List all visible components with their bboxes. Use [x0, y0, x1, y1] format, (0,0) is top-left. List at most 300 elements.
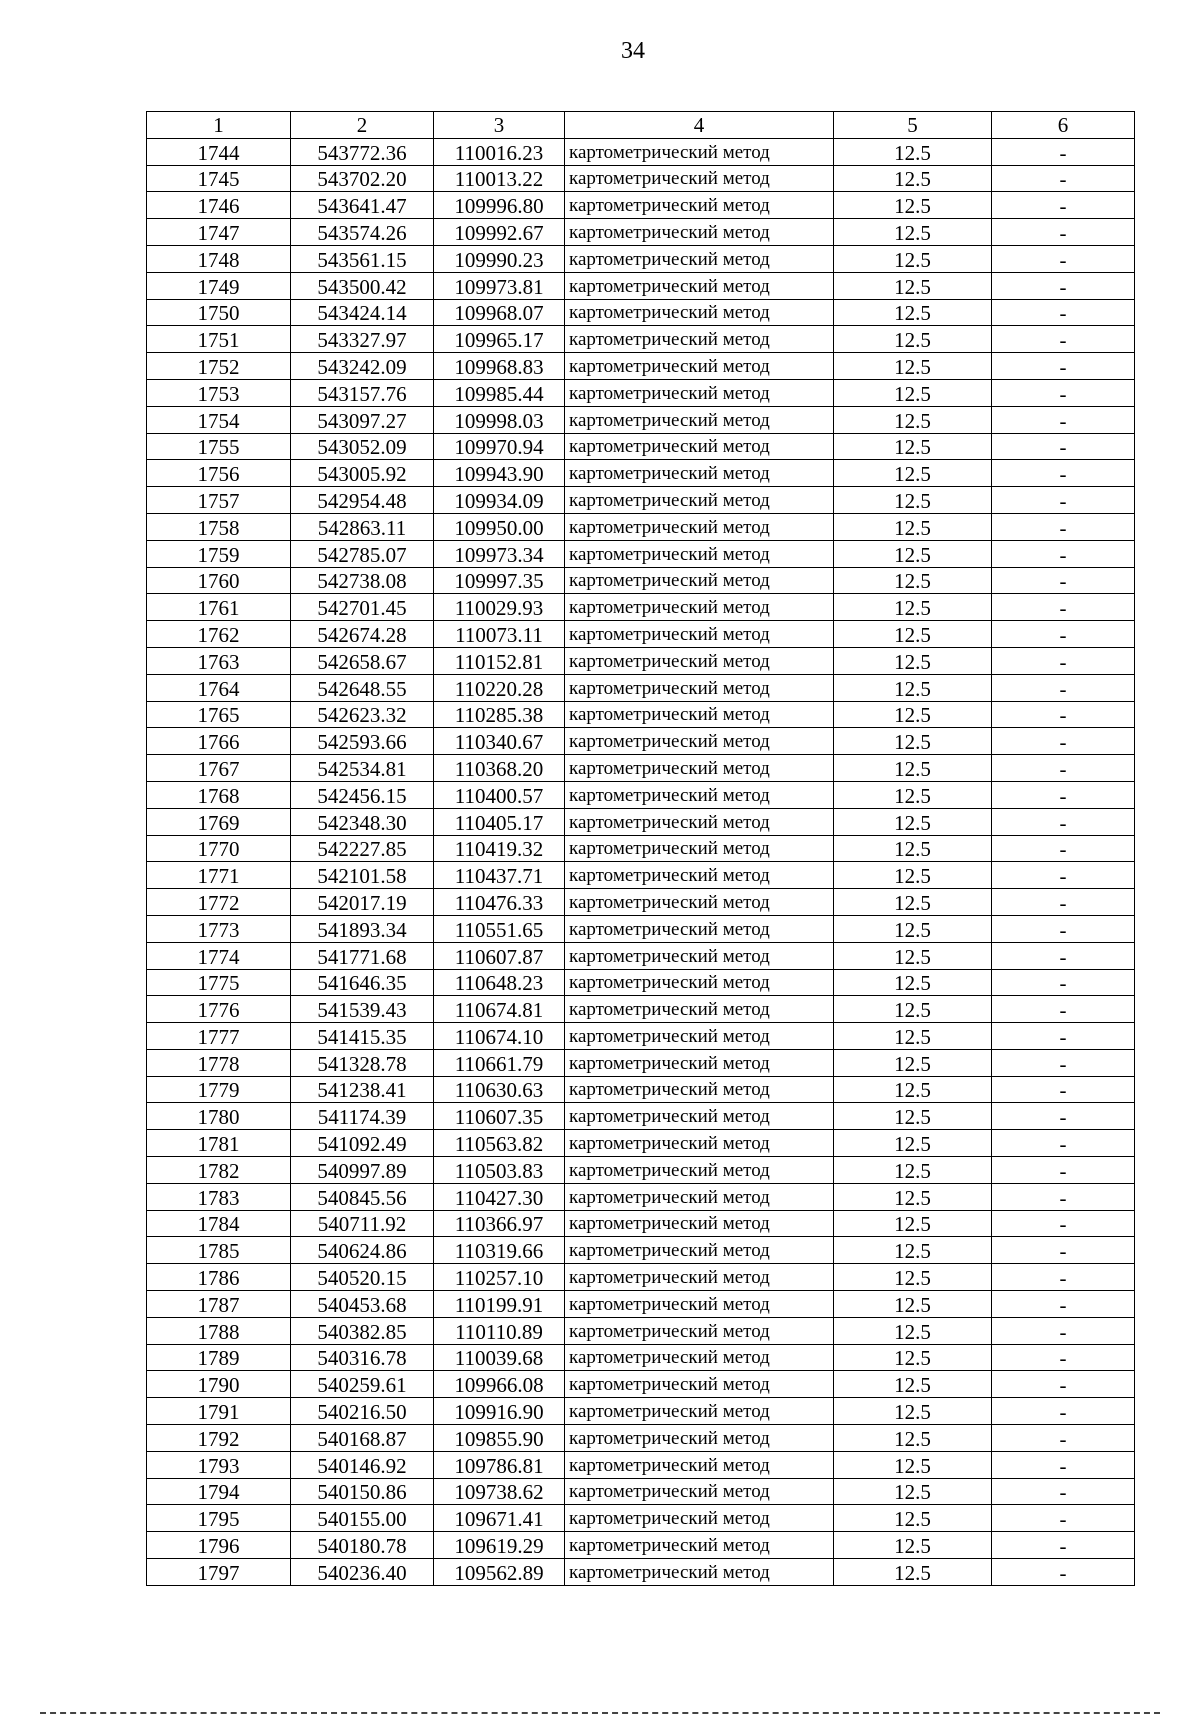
point-number-cell: 1753	[147, 379, 291, 406]
precision-cell: 12.5	[834, 165, 992, 192]
table-row	[147, 996, 1135, 1023]
precision-cell: 12.5	[834, 621, 992, 648]
x-coordinate-cell: 543097.27	[291, 406, 434, 433]
point-number-cell: 1747	[147, 219, 291, 246]
y-coordinate-cell: 110257.10	[434, 1264, 565, 1291]
column-header-5: 5	[834, 112, 992, 139]
note-cell: -	[992, 353, 1135, 380]
note-cell: -	[992, 862, 1135, 889]
table-row	[147, 1451, 1135, 1478]
x-coordinate-cell: 542863.11	[291, 513, 434, 540]
precision-cell: 12.5	[834, 406, 992, 433]
y-coordinate-cell: 109671.41	[434, 1505, 565, 1532]
method-cell: картометрический метод	[565, 379, 834, 406]
precision-cell: 12.5	[834, 1425, 992, 1452]
x-coordinate-cell: 541092.49	[291, 1130, 434, 1157]
table-row	[147, 1210, 1135, 1237]
table-row	[147, 1425, 1135, 1452]
precision-cell: 12.5	[834, 1478, 992, 1505]
point-number-cell: 1752	[147, 353, 291, 380]
y-coordinate-cell: 109855.90	[434, 1425, 565, 1452]
y-coordinate-cell: 110674.81	[434, 996, 565, 1023]
x-coordinate-cell: 542701.45	[291, 594, 434, 621]
note-cell: -	[992, 755, 1135, 782]
table-row	[147, 1398, 1135, 1425]
note-cell: -	[992, 969, 1135, 996]
note-cell: -	[992, 915, 1135, 942]
method-cell: картометрический метод	[565, 1023, 834, 1050]
point-number-cell: 1758	[147, 513, 291, 540]
point-number-cell: 1746	[147, 192, 291, 219]
y-coordinate-cell: 109965.17	[434, 326, 565, 353]
point-number-cell: 1751	[147, 326, 291, 353]
note-cell: -	[992, 728, 1135, 755]
note-cell: -	[992, 1237, 1135, 1264]
method-cell: картометрический метод	[565, 1049, 834, 1076]
note-cell: -	[992, 433, 1135, 460]
y-coordinate-cell: 110285.38	[434, 701, 565, 728]
method-cell: картометрический метод	[565, 1559, 834, 1586]
precision-cell: 12.5	[834, 1157, 992, 1184]
x-coordinate-cell: 540711.92	[291, 1210, 434, 1237]
table-row	[147, 1344, 1135, 1371]
note-cell: -	[992, 701, 1135, 728]
table-row	[147, 969, 1135, 996]
note-cell: -	[992, 1130, 1135, 1157]
note-cell: -	[992, 567, 1135, 594]
x-coordinate-cell: 540453.68	[291, 1291, 434, 1318]
table-row	[147, 379, 1135, 406]
y-coordinate-cell: 109786.81	[434, 1451, 565, 1478]
method-cell: картометрический метод	[565, 433, 834, 460]
precision-cell: 12.5	[834, 460, 992, 487]
method-cell: картометрический метод	[565, 701, 834, 728]
note-cell: -	[992, 406, 1135, 433]
x-coordinate-cell: 541771.68	[291, 942, 434, 969]
y-coordinate-cell: 110607.35	[434, 1103, 565, 1130]
x-coordinate-cell: 542785.07	[291, 540, 434, 567]
method-cell: картометрический метод	[565, 219, 834, 246]
precision-cell: 12.5	[834, 1049, 992, 1076]
table-row	[147, 1478, 1135, 1505]
note-cell: -	[992, 138, 1135, 165]
x-coordinate-cell: 543327.97	[291, 326, 434, 353]
note-cell: -	[992, 1559, 1135, 1586]
note-cell: -	[992, 1076, 1135, 1103]
precision-cell: 12.5	[834, 701, 992, 728]
y-coordinate-cell: 110437.71	[434, 862, 565, 889]
page-number: 34	[621, 38, 645, 64]
precision-cell: 12.5	[834, 1317, 992, 1344]
y-coordinate-cell: 109934.09	[434, 487, 565, 514]
table-row	[147, 728, 1135, 755]
table-row	[147, 299, 1135, 326]
method-cell: картометрический метод	[565, 1183, 834, 1210]
y-coordinate-cell: 110427.30	[434, 1183, 565, 1210]
x-coordinate-cell: 543574.26	[291, 219, 434, 246]
x-coordinate-cell: 541893.34	[291, 915, 434, 942]
note-cell: -	[992, 1344, 1135, 1371]
method-cell: картометрический метод	[565, 1317, 834, 1344]
y-coordinate-cell: 110648.23	[434, 969, 565, 996]
table-row	[147, 674, 1135, 701]
precision-cell: 12.5	[834, 1532, 992, 1559]
precision-cell: 12.5	[834, 272, 992, 299]
point-number-cell: 1769	[147, 808, 291, 835]
point-number-cell: 1781	[147, 1130, 291, 1157]
table-row	[147, 915, 1135, 942]
method-cell: картометрический метод	[565, 138, 834, 165]
x-coordinate-cell: 541415.35	[291, 1023, 434, 1050]
point-number-cell: 1748	[147, 245, 291, 272]
precision-cell: 12.5	[834, 245, 992, 272]
point-number-cell: 1775	[147, 969, 291, 996]
note-cell: -	[992, 1183, 1135, 1210]
note-cell: -	[992, 808, 1135, 835]
method-cell: картометрический метод	[565, 165, 834, 192]
point-number-cell: 1788	[147, 1317, 291, 1344]
point-number-cell: 1795	[147, 1505, 291, 1532]
x-coordinate-cell: 540845.56	[291, 1183, 434, 1210]
precision-cell: 12.5	[834, 1344, 992, 1371]
note-cell: -	[992, 1371, 1135, 1398]
y-coordinate-cell: 109562.89	[434, 1559, 565, 1586]
x-coordinate-cell: 542101.58	[291, 862, 434, 889]
x-coordinate-cell: 540146.92	[291, 1451, 434, 1478]
table-row	[147, 701, 1135, 728]
x-coordinate-cell: 540316.78	[291, 1344, 434, 1371]
x-coordinate-cell: 541646.35	[291, 969, 434, 996]
precision-cell: 12.5	[834, 1130, 992, 1157]
point-number-cell: 1778	[147, 1049, 291, 1076]
method-cell: картометрический метод	[565, 647, 834, 674]
y-coordinate-cell: 109950.00	[434, 513, 565, 540]
method-cell: картометрический метод	[565, 915, 834, 942]
y-coordinate-cell: 110152.81	[434, 647, 565, 674]
precision-cell: 12.5	[834, 1559, 992, 1586]
precision-cell: 12.5	[834, 379, 992, 406]
x-coordinate-cell: 540216.50	[291, 1398, 434, 1425]
point-number-cell: 1756	[147, 460, 291, 487]
point-number-cell: 1750	[147, 299, 291, 326]
point-number-cell: 1785	[147, 1237, 291, 1264]
note-cell: -	[992, 245, 1135, 272]
point-number-cell: 1772	[147, 889, 291, 916]
x-coordinate-cell: 541539.43	[291, 996, 434, 1023]
method-cell: картометрический метод	[565, 1291, 834, 1318]
table-row	[147, 1237, 1135, 1264]
y-coordinate-cell: 110029.93	[434, 594, 565, 621]
y-coordinate-cell: 110661.79	[434, 1049, 565, 1076]
x-coordinate-cell: 543641.47	[291, 192, 434, 219]
note-cell: -	[992, 487, 1135, 514]
point-number-cell: 1771	[147, 862, 291, 889]
table-row	[147, 138, 1135, 165]
method-cell: картометрический метод	[565, 513, 834, 540]
table-row	[147, 594, 1135, 621]
x-coordinate-cell: 542456.15	[291, 781, 434, 808]
precision-cell: 12.5	[834, 808, 992, 835]
coordinates-table	[146, 111, 1135, 1586]
method-cell: картометрический метод	[565, 969, 834, 996]
precision-cell: 12.5	[834, 1237, 992, 1264]
coordinates-table-body	[147, 112, 1135, 1586]
y-coordinate-cell: 109966.08	[434, 1371, 565, 1398]
method-cell: картометрический метод	[565, 1076, 834, 1103]
method-cell: картометрический метод	[565, 728, 834, 755]
x-coordinate-cell: 542674.28	[291, 621, 434, 648]
note-cell: -	[992, 1398, 1135, 1425]
precision-cell: 12.5	[834, 192, 992, 219]
point-number-cell: 1791	[147, 1398, 291, 1425]
point-number-cell: 1779	[147, 1076, 291, 1103]
point-number-cell: 1774	[147, 942, 291, 969]
x-coordinate-cell: 540997.89	[291, 1157, 434, 1184]
method-cell: картометрический метод	[565, 1532, 834, 1559]
point-number-cell: 1767	[147, 755, 291, 782]
table-row	[147, 862, 1135, 889]
precision-cell: 12.5	[834, 513, 992, 540]
table-row	[147, 192, 1135, 219]
x-coordinate-cell: 540259.61	[291, 1371, 434, 1398]
y-coordinate-cell: 110405.17	[434, 808, 565, 835]
note-cell: -	[992, 1291, 1135, 1318]
note-cell: -	[992, 1505, 1135, 1532]
precision-cell: 12.5	[834, 1291, 992, 1318]
x-coordinate-cell: 543561.15	[291, 245, 434, 272]
note-cell: -	[992, 1023, 1135, 1050]
note-cell: -	[992, 1103, 1135, 1130]
precision-cell: 12.5	[834, 996, 992, 1023]
method-cell: картометрический метод	[565, 272, 834, 299]
y-coordinate-cell: 110551.65	[434, 915, 565, 942]
point-number-cell: 1796	[147, 1532, 291, 1559]
table-row	[147, 272, 1135, 299]
point-number-cell: 1777	[147, 1023, 291, 1050]
table-row	[147, 165, 1135, 192]
x-coordinate-cell: 541238.41	[291, 1076, 434, 1103]
table-row	[147, 1371, 1135, 1398]
table-row	[147, 1505, 1135, 1532]
table-row	[147, 1183, 1135, 1210]
precision-cell: 12.5	[834, 862, 992, 889]
table-row	[147, 1532, 1135, 1559]
note-cell: -	[992, 192, 1135, 219]
precision-cell: 12.5	[834, 835, 992, 862]
column-header-6: 6	[992, 112, 1135, 139]
point-number-cell: 1768	[147, 781, 291, 808]
precision-cell: 12.5	[834, 567, 992, 594]
table-row	[147, 808, 1135, 835]
point-number-cell: 1762	[147, 621, 291, 648]
table-row	[147, 353, 1135, 380]
table-row	[147, 1317, 1135, 1344]
x-coordinate-cell: 543424.14	[291, 299, 434, 326]
method-cell: картометрический метод	[565, 567, 834, 594]
y-coordinate-cell: 110340.67	[434, 728, 565, 755]
x-coordinate-cell: 540155.00	[291, 1505, 434, 1532]
precision-cell: 12.5	[834, 219, 992, 246]
method-cell: картометрический метод	[565, 353, 834, 380]
point-number-cell: 1793	[147, 1451, 291, 1478]
point-number-cell: 1755	[147, 433, 291, 460]
method-cell: картометрический метод	[565, 406, 834, 433]
precision-cell: 12.5	[834, 969, 992, 996]
x-coordinate-cell: 540236.40	[291, 1559, 434, 1586]
x-coordinate-cell: 543242.09	[291, 353, 434, 380]
method-cell: картометрический метод	[565, 1103, 834, 1130]
x-coordinate-cell: 542623.32	[291, 701, 434, 728]
precision-cell: 12.5	[834, 1103, 992, 1130]
y-coordinate-cell: 110220.28	[434, 674, 565, 701]
column-header-2: 2	[291, 112, 434, 139]
precision-cell: 12.5	[834, 1183, 992, 1210]
precision-cell: 12.5	[834, 728, 992, 755]
y-coordinate-cell: 109992.67	[434, 219, 565, 246]
y-coordinate-cell: 110607.87	[434, 942, 565, 969]
table-row	[147, 1264, 1135, 1291]
point-number-cell: 1744	[147, 138, 291, 165]
note-cell: -	[992, 1451, 1135, 1478]
note-cell: -	[992, 942, 1135, 969]
point-number-cell: 1776	[147, 996, 291, 1023]
x-coordinate-cell: 542227.85	[291, 835, 434, 862]
point-number-cell: 1765	[147, 701, 291, 728]
x-coordinate-cell: 543772.36	[291, 138, 434, 165]
table-header-row	[147, 112, 1135, 139]
note-cell: -	[992, 647, 1135, 674]
table-row	[147, 219, 1135, 246]
note-cell: -	[992, 460, 1135, 487]
x-coordinate-cell: 541328.78	[291, 1049, 434, 1076]
table-row	[147, 460, 1135, 487]
note-cell: -	[992, 513, 1135, 540]
x-coordinate-cell: 542954.48	[291, 487, 434, 514]
y-coordinate-cell: 110419.32	[434, 835, 565, 862]
precision-cell: 12.5	[834, 647, 992, 674]
table-row	[147, 781, 1135, 808]
method-cell: картометрический метод	[565, 594, 834, 621]
table-row	[147, 245, 1135, 272]
table-row	[147, 647, 1135, 674]
y-coordinate-cell: 110199.91	[434, 1291, 565, 1318]
note-cell: -	[992, 540, 1135, 567]
x-coordinate-cell: 543500.42	[291, 272, 434, 299]
y-coordinate-cell: 110563.82	[434, 1130, 565, 1157]
method-cell: картометрический метод	[565, 755, 834, 782]
y-coordinate-cell: 110016.23	[434, 138, 565, 165]
table-row	[147, 942, 1135, 969]
method-cell: картометрический метод	[565, 326, 834, 353]
precision-cell: 12.5	[834, 915, 992, 942]
note-cell: -	[992, 1532, 1135, 1559]
precision-cell: 12.5	[834, 353, 992, 380]
x-coordinate-cell: 540180.78	[291, 1532, 434, 1559]
method-cell: картометрический метод	[565, 996, 834, 1023]
precision-cell: 12.5	[834, 1210, 992, 1237]
x-coordinate-cell: 542658.67	[291, 647, 434, 674]
y-coordinate-cell: 110366.97	[434, 1210, 565, 1237]
method-cell: картометрический метод	[565, 781, 834, 808]
x-coordinate-cell: 540168.87	[291, 1425, 434, 1452]
point-number-cell: 1794	[147, 1478, 291, 1505]
x-coordinate-cell: 542593.66	[291, 728, 434, 755]
precision-cell: 12.5	[834, 594, 992, 621]
y-coordinate-cell: 110476.33	[434, 889, 565, 916]
method-cell: картометрический метод	[565, 1210, 834, 1237]
x-coordinate-cell: 542648.55	[291, 674, 434, 701]
precision-cell: 12.5	[834, 1505, 992, 1532]
point-number-cell: 1780	[147, 1103, 291, 1130]
point-number-cell: 1787	[147, 1291, 291, 1318]
y-coordinate-cell: 109985.44	[434, 379, 565, 406]
y-coordinate-cell: 110073.11	[434, 621, 565, 648]
x-coordinate-cell: 540624.86	[291, 1237, 434, 1264]
method-cell: картометрический метод	[565, 540, 834, 567]
method-cell: картометрический метод	[565, 621, 834, 648]
method-cell: картометрический метод	[565, 1344, 834, 1371]
point-number-cell: 1782	[147, 1157, 291, 1184]
precision-cell: 12.5	[834, 1076, 992, 1103]
y-coordinate-cell: 109996.80	[434, 192, 565, 219]
table-row	[147, 1023, 1135, 1050]
table-row	[147, 1559, 1135, 1586]
column-header-3: 3	[434, 112, 565, 139]
note-cell: -	[992, 889, 1135, 916]
note-cell: -	[992, 1478, 1135, 1505]
table-row	[147, 621, 1135, 648]
x-coordinate-cell: 542738.08	[291, 567, 434, 594]
x-coordinate-cell: 542534.81	[291, 755, 434, 782]
method-cell: картометрический метод	[565, 1505, 834, 1532]
method-cell: картометрический метод	[565, 1451, 834, 1478]
precision-cell: 12.5	[834, 1371, 992, 1398]
y-coordinate-cell: 110400.57	[434, 781, 565, 808]
method-cell: картометрический метод	[565, 1130, 834, 1157]
method-cell: картометрический метод	[565, 674, 834, 701]
x-coordinate-cell: 543052.09	[291, 433, 434, 460]
precision-cell: 12.5	[834, 326, 992, 353]
note-cell: -	[992, 1264, 1135, 1291]
note-cell: -	[992, 1210, 1135, 1237]
footer-divider	[40, 1712, 1160, 1714]
note-cell: -	[992, 379, 1135, 406]
method-cell: картометрический метод	[565, 1398, 834, 1425]
note-cell: -	[992, 835, 1135, 862]
y-coordinate-cell: 110039.68	[434, 1344, 565, 1371]
note-cell: -	[992, 781, 1135, 808]
method-cell: картометрический метод	[565, 299, 834, 326]
point-number-cell: 1784	[147, 1210, 291, 1237]
precision-cell: 12.5	[834, 674, 992, 701]
method-cell: картометрический метод	[565, 862, 834, 889]
method-cell: картометрический метод	[565, 1237, 834, 1264]
y-coordinate-cell: 110319.66	[434, 1237, 565, 1264]
precision-cell: 12.5	[834, 487, 992, 514]
point-number-cell: 1764	[147, 674, 291, 701]
table-row	[147, 889, 1135, 916]
y-coordinate-cell: 109998.03	[434, 406, 565, 433]
precision-cell: 12.5	[834, 1451, 992, 1478]
method-cell: картометрический метод	[565, 1425, 834, 1452]
precision-cell: 12.5	[834, 942, 992, 969]
table-row	[147, 1076, 1135, 1103]
y-coordinate-cell: 109738.62	[434, 1478, 565, 1505]
y-coordinate-cell: 110503.83	[434, 1157, 565, 1184]
table-row	[147, 326, 1135, 353]
table-row	[147, 1103, 1135, 1130]
y-coordinate-cell: 109968.83	[434, 353, 565, 380]
